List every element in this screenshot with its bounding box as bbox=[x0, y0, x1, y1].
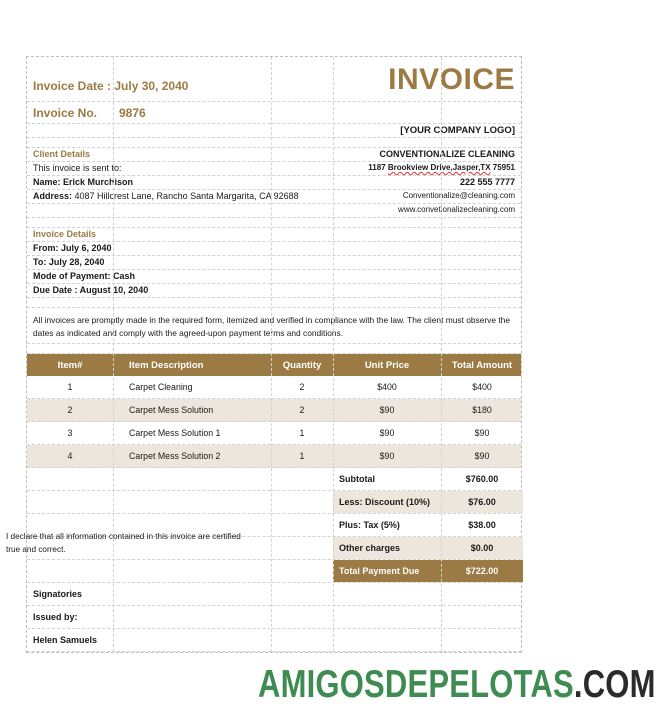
discount-value: $76.00 bbox=[441, 491, 523, 513]
discount-row bbox=[27, 491, 521, 514]
invoice-details-title: Invoice Details bbox=[33, 229, 97, 239]
company-name: CONVENTIONALIZE CLEANING bbox=[379, 149, 515, 159]
header-row bbox=[27, 57, 521, 102]
item-number: 1 bbox=[67, 382, 73, 392]
sent-to-text: This invoice is sent to: bbox=[33, 163, 122, 173]
item-number: 2 bbox=[67, 405, 73, 415]
signatories-row bbox=[27, 583, 521, 606]
grid-line bbox=[441, 57, 442, 652]
item-quantity: 1 bbox=[299, 428, 305, 438]
company-website: www.convetionalizecleaning.com bbox=[398, 205, 515, 214]
item-number: 4 bbox=[67, 451, 73, 461]
item-quantity: 2 bbox=[299, 405, 305, 415]
issuer-row bbox=[27, 629, 521, 652]
tax-value: $38.00 bbox=[468, 520, 496, 530]
invoice-number-row bbox=[27, 102, 521, 124]
subtotal-row bbox=[27, 468, 521, 491]
period-to: To: July 28, 2040 bbox=[33, 257, 105, 267]
table-row bbox=[27, 376, 521, 399]
col-header-quantity: Quantity bbox=[282, 359, 322, 371]
issued-by-label: Issued by: bbox=[33, 612, 78, 622]
client-row-4 bbox=[27, 190, 521, 204]
item-unit-price: $90 bbox=[379, 405, 395, 415]
col-header-item: Item# bbox=[57, 359, 83, 371]
issued-by-row bbox=[27, 606, 521, 629]
discount-label: Less: Discount (10%) bbox=[333, 491, 441, 513]
payment-mode: Mode of Payment: Cash bbox=[33, 271, 136, 281]
table-row bbox=[27, 399, 521, 422]
spacer-row bbox=[27, 218, 521, 228]
item-total: $90 bbox=[474, 451, 490, 461]
details-row-to bbox=[27, 256, 521, 270]
logo-row bbox=[27, 124, 521, 138]
item-total: $180 bbox=[472, 405, 492, 415]
item-quantity: 2 bbox=[299, 382, 305, 392]
invoice-title: INVOICE bbox=[388, 63, 515, 96]
items-table-header bbox=[27, 354, 521, 376]
details-row-payment bbox=[27, 270, 521, 284]
subtotal-label: Subtotal bbox=[339, 474, 375, 484]
item-number: 3 bbox=[67, 428, 73, 438]
spacer-row bbox=[27, 344, 521, 354]
details-row-title bbox=[27, 228, 521, 242]
details-row-due bbox=[27, 284, 521, 298]
client-address: Address: 4087 Hillcrest Lane, Rancho Santa Margarita, CA 92688 bbox=[33, 191, 299, 201]
total-row bbox=[27, 560, 521, 583]
other-charges-label: Other charges bbox=[333, 537, 441, 559]
client-row-2 bbox=[27, 162, 521, 176]
item-unit-price: $90 bbox=[379, 428, 395, 438]
declaration-text: I declare that all information contained in this invoice are certified true and correct. bbox=[6, 532, 241, 554]
table-row bbox=[27, 445, 521, 468]
watermark bbox=[258, 662, 656, 707]
item-quantity: 1 bbox=[299, 451, 305, 461]
total-label: Total Payment Due bbox=[333, 560, 441, 582]
grid-line bbox=[271, 57, 272, 652]
col-header-total: Total Amount bbox=[451, 359, 513, 371]
watermark-site-name: AMIGOSDEPELOTAS bbox=[258, 662, 574, 706]
col-header-description: Item Description bbox=[129, 359, 204, 371]
item-description: Carpet Mess Solution 2 bbox=[129, 451, 221, 461]
client-row-1 bbox=[27, 148, 521, 162]
col-header-unit-price: Unit Price bbox=[364, 359, 410, 371]
item-total: $90 bbox=[474, 428, 490, 438]
client-row-5 bbox=[27, 204, 521, 218]
tax-label: Plus: Tax (5%) bbox=[339, 520, 400, 530]
company-address: 1187 Brookview Drive,Jasper,TX 75951 bbox=[368, 163, 515, 172]
company-phone: 222 555 7777 bbox=[459, 177, 515, 187]
invoice-sheet bbox=[26, 56, 522, 653]
item-unit-price: $90 bbox=[379, 451, 395, 461]
terms-notes: All invoices are promptly made in the required form, itemized and verified in compliance with the law. The client must observe the dates as indicated and comply with the agreed-upon payment terms and conditions. bbox=[27, 308, 521, 344]
item-description: Carpet Cleaning bbox=[129, 382, 193, 392]
grid-line bbox=[113, 57, 114, 652]
spacer-row bbox=[27, 138, 521, 148]
item-unit-price: $400 bbox=[377, 382, 397, 392]
company-logo-placeholder: [YOUR COMPANY LOGO] bbox=[400, 125, 515, 136]
period-from: From: July 6, 2040 bbox=[33, 243, 112, 253]
watermark-domain: .COM bbox=[573, 662, 656, 706]
signatories-label: Signatories bbox=[33, 589, 83, 599]
total-value: $722.00 bbox=[441, 560, 523, 582]
subtotal-value: $760.00 bbox=[465, 474, 499, 484]
item-description: Carpet Mess Solution 1 bbox=[129, 428, 221, 438]
table-row bbox=[27, 422, 521, 445]
issuer-name: Helen Samuels bbox=[33, 635, 98, 645]
item-total: $400 bbox=[472, 382, 492, 392]
invoice-number-value: 9876 bbox=[119, 106, 146, 120]
item-description: Carpet Mess Solution bbox=[129, 405, 214, 415]
grid-line bbox=[333, 57, 334, 652]
other-charges-value: $0.00 bbox=[441, 537, 523, 559]
client-section-title: Client Details bbox=[33, 149, 91, 159]
client-name: Name: Erick Murchison bbox=[33, 177, 134, 187]
client-row-3 bbox=[27, 176, 521, 190]
company-email: Conventionalize@cleaning.com bbox=[402, 191, 515, 200]
invoice-number-label: Invoice No. bbox=[33, 106, 98, 120]
spacer-row bbox=[27, 298, 521, 308]
invoice-date: Invoice Date : July 30, 2040 bbox=[33, 79, 189, 93]
due-date: Due Date : August 10, 2040 bbox=[33, 285, 149, 295]
details-row-from bbox=[27, 242, 521, 256]
